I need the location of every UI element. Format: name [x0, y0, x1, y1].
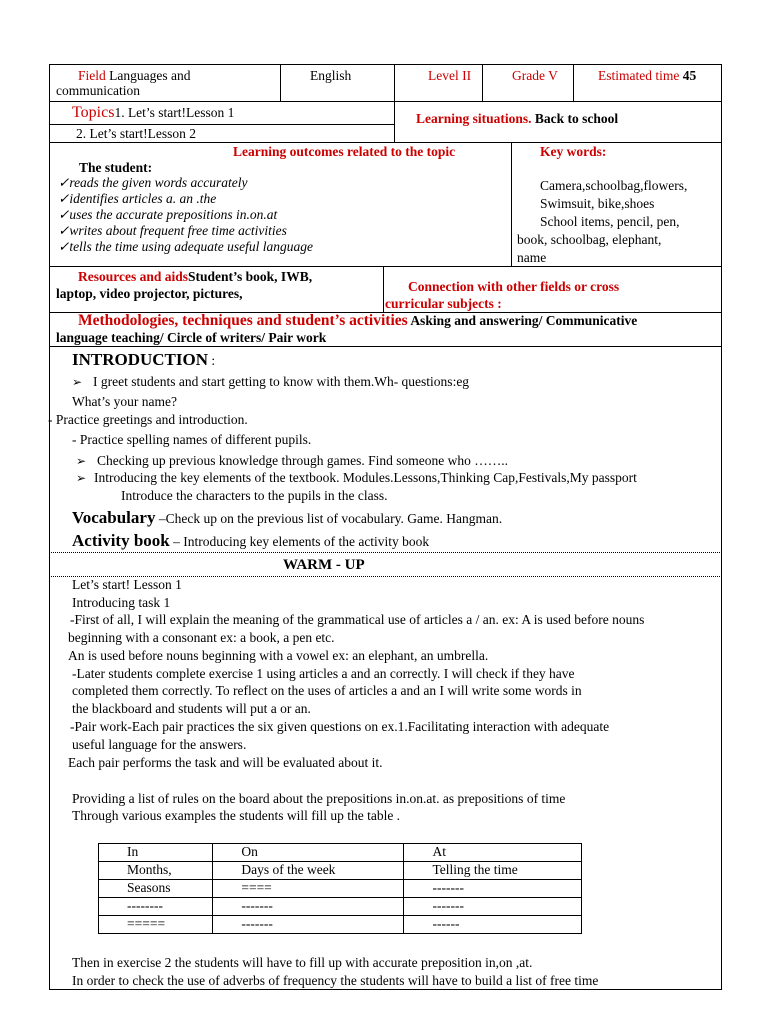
intro-line: Introducing the key elements of the textbook. Modules.Lessons,Thinking Cap,Festivals,My passport	[94, 470, 637, 485]
divider	[49, 266, 722, 267]
topics-line1	[72, 105, 234, 121]
table-cell: -------	[404, 898, 582, 916]
table-cell: -------	[213, 898, 404, 916]
field-cell	[78, 68, 190, 84]
warmup-line: Each pair performs the task and will be evaluated about it.	[68, 755, 383, 770]
keyword-line: Camera,schoolbag,flowers,	[540, 178, 688, 193]
dotted-divider	[49, 552, 722, 553]
field-value: Languages and	[109, 68, 191, 83]
warmup-line: useful language for the answers.	[72, 737, 247, 752]
table-cell: At	[404, 844, 582, 862]
warmup-line: Then in exercise 2 the students will have to fill up with accurate preposition in,on ,at.	[72, 955, 533, 970]
intro-line: What’s your name?	[72, 394, 177, 409]
resources-label: Resources and aids	[78, 269, 189, 284]
table-cell: In	[99, 844, 213, 862]
warmup-line: -Later students complete exercise 1 using articles a and an correctly. I will check if they have	[72, 666, 575, 681]
divider	[49, 346, 722, 347]
table-row	[99, 880, 582, 898]
divider	[511, 142, 512, 267]
table-row	[99, 844, 582, 862]
resources-value: Student’s book, IWB,	[188, 269, 313, 284]
outcome-item: ✓uses the accurate prepositions in.on.at	[58, 207, 278, 222]
table-cell: ====	[213, 880, 404, 898]
keyword-line: book, schoolbag, elephant,	[517, 232, 662, 247]
connection-label: Connection with other fields or cross	[408, 279, 620, 294]
activity-book-line: Activity book – Introducing key elements of the activity book	[72, 531, 430, 550]
table-row	[99, 862, 582, 880]
resources-line1	[78, 269, 312, 285]
field-label: Field	[78, 68, 106, 83]
warmup-line: In order to check the use of adverbs of frequency the students will have to build a list of free time	[72, 973, 599, 988]
methodologies-value: Asking and answering/ Communicative	[410, 313, 638, 328]
warmup-line: Through various examples the students will fill up the table .	[72, 808, 401, 823]
vocabulary-line: Vocabulary –Check up on the previous list of vocabulary. Game. Hangman.	[72, 508, 503, 527]
keywords-label: Key words:	[540, 144, 607, 159]
learning-situations	[416, 111, 618, 127]
frame-left	[49, 64, 50, 990]
bullet-arrow-icon: ➢	[76, 471, 87, 485]
topics-label: Topics	[72, 104, 115, 121]
situation-label: Learning situations.	[416, 111, 532, 126]
estimated-time	[598, 68, 696, 84]
table-cell: ------	[404, 916, 582, 934]
level: Level II	[428, 68, 472, 83]
frame-bottom	[49, 989, 722, 990]
methodologies-line2: language teaching/ Circle of writers/ Pair work	[56, 330, 327, 345]
divider	[573, 64, 574, 101]
warmup-line: -Pair work-Each pair practices the six given questions on ex.1.Facilitating interaction with adequate	[70, 719, 610, 734]
intro-line: Introduce the characters to the pupils in the class.	[121, 488, 388, 503]
intro-line: - Practice spelling names of different pupils.	[72, 432, 312, 447]
outcome-item: ✓writes about frequent free time activities	[58, 223, 287, 238]
time-label: Estimated time	[598, 68, 680, 83]
divider	[49, 142, 722, 143]
frame-right	[721, 64, 722, 990]
subject: English	[310, 68, 352, 83]
warmup-line: Introducing task 1	[72, 595, 171, 610]
outcome-item: ✓tells the time using adequate useful language	[58, 239, 314, 254]
keyword-line: School items, pencil, pen,	[540, 214, 680, 229]
warmup-line: beginning with a consonant ex: a book, a pen etc.	[68, 630, 335, 645]
topic-1: 1. Let’s start!Lesson 1	[114, 105, 235, 120]
situation-value: Back to school	[534, 111, 619, 126]
table-cell: Seasons	[99, 880, 213, 898]
table-row	[99, 916, 582, 934]
outcome-item: ✓identifies articles a. an .the	[58, 191, 217, 206]
divider	[482, 64, 483, 101]
resources-line2: laptop, video projector, pictures,	[56, 286, 243, 301]
table-cell: --------	[99, 898, 213, 916]
time-value: 45	[682, 68, 697, 83]
topic-2: 2. Let’s start!Lesson 2	[76, 126, 196, 141]
table-cell: -------	[404, 880, 582, 898]
table-cell: Months,	[99, 862, 213, 880]
keyword-line: name	[517, 250, 547, 265]
grade: Grade V	[512, 68, 558, 83]
introduction-heading: INTRODUCTION :	[72, 350, 216, 369]
warmup-line: the blackboard and students will put a or an.	[72, 701, 311, 716]
intro-line: I greet students and start getting to know with them.Wh- questions:eg	[93, 374, 470, 389]
bullet-arrow-icon: ➢	[76, 454, 87, 468]
divider	[49, 124, 395, 125]
table-cell: =====	[99, 916, 213, 934]
divider	[49, 101, 722, 102]
warmup-line: An is used before nouns beginning with a vowel ex: an elephant, an umbrella.	[68, 648, 489, 663]
warmup-line: completed them correctly. To reflect on the uses of articles a and an I will write some words in	[72, 683, 582, 698]
intro-line: - Practice greetings and introduction.	[48, 412, 248, 427]
the-student: The student:	[79, 160, 153, 175]
warmup-line: Let’s start! Lesson 1	[72, 577, 182, 592]
methodologies-line1	[78, 313, 637, 329]
keyword-line: Swimsuit, bike,shoes	[540, 196, 655, 211]
warmup-line: Providing a list of rules on the board about the prepositions in.on.at. as prepositions of time	[72, 791, 566, 806]
frame-top	[49, 64, 722, 65]
table-cell: Days of the week	[213, 862, 404, 880]
methodologies-label: Methodologies, techniques and student’s activities	[78, 312, 408, 329]
bullet-arrow-icon: ➢	[72, 375, 83, 389]
intro-line: Checking up previous knowledge through games. Find someone who ……..	[97, 453, 508, 468]
field-value-line2: communication	[56, 83, 140, 98]
table-row	[99, 898, 582, 916]
table-cell: Telling the time	[404, 862, 582, 880]
divider	[394, 64, 395, 142]
prepositions-table	[98, 843, 582, 934]
table-cell: -------	[213, 916, 404, 934]
outcome-item: ✓reads the given words accurately	[58, 175, 248, 190]
warmup-heading: WARM - UP	[283, 557, 365, 573]
divider	[280, 64, 281, 101]
warmup-line: -First of all, I will explain the meaning of the grammatical use of articles a / an. ex: A is used before nouns	[70, 612, 645, 627]
connection-label-2: curricular subjects :	[385, 296, 502, 311]
table-cell: On	[213, 844, 404, 862]
divider	[383, 266, 384, 313]
outcomes-label: Learning outcomes related to the topic	[233, 144, 456, 159]
